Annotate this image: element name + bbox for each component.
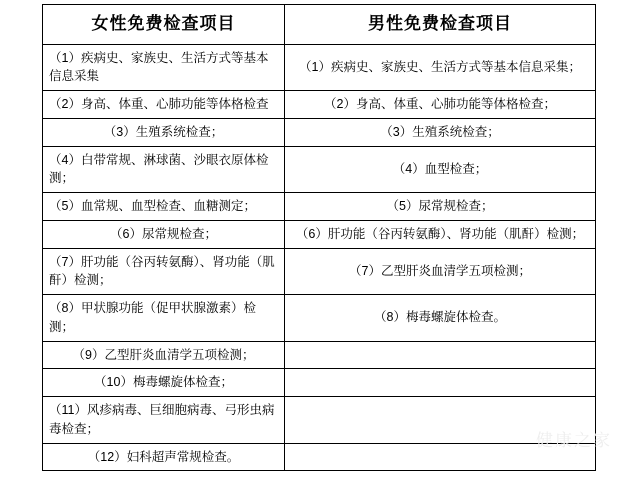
- male-item-3: （3）生殖系统检查；: [285, 118, 596, 146]
- male-item-8: （8）梅毒螺旋体检查。: [285, 295, 596, 342]
- male-item-4: （4）血型检查；: [285, 146, 596, 193]
- table-row: [43, 248, 596, 295]
- table-body: [43, 44, 596, 471]
- table-row: [43, 91, 596, 119]
- female-item-4: （4）白带常规、淋球菌、沙眼衣原体检测；: [43, 146, 285, 193]
- table-header-row: [43, 5, 596, 45]
- table-row: [43, 220, 596, 248]
- table-row: [43, 44, 596, 91]
- table-row: [43, 397, 596, 444]
- female-item-1: （1）疾病史、家族史、生活方式等基本信息采集: [43, 44, 285, 91]
- female-item-11: （11）风疹病毒、巨细胞病毒、弓形虫病毒检查；: [43, 397, 285, 444]
- male-item-blank: [285, 341, 596, 369]
- table-row: [43, 295, 596, 342]
- female-item-3: （3）生殖系统检查；: [43, 118, 285, 146]
- table-row: [43, 369, 596, 397]
- male-item-blank: [285, 369, 596, 397]
- exam-items-table-wrapper: [42, 4, 595, 471]
- female-item-12: （12）妇科超声常规检查。: [43, 443, 285, 471]
- female-item-8: （8）甲状腺功能（促甲状腺激素）检测；: [43, 295, 285, 342]
- male-item-2: （2）身高、体重、心肺功能等体格检查；: [285, 91, 596, 119]
- watermark-text: 健康之家: [536, 431, 612, 450]
- table-row: [43, 146, 596, 193]
- table-row: [43, 443, 596, 471]
- exam-items-table: [42, 4, 596, 471]
- column-header-female: 女性免费检查项目: [43, 5, 285, 45]
- female-item-9: （9）乙型肝炎血清学五项检测；: [43, 341, 285, 369]
- female-item-6: （6）尿常规检查；: [43, 220, 285, 248]
- male-item-1: （1）疾病史、家族史、生活方式等基本信息采集；: [285, 44, 596, 91]
- male-item-7: （7）乙型肝炎血清学五项检测；: [285, 248, 596, 295]
- column-header-male: 男性免费检查项目: [285, 5, 596, 45]
- table-row: [43, 118, 596, 146]
- table-row: [43, 193, 596, 221]
- table-row: [43, 341, 596, 369]
- female-item-5: （5）血常规、血型检查、血糖测定；: [43, 193, 285, 221]
- male-item-6: （6）肝功能（谷丙转氨酶）、肾功能（肌酐）检测；: [285, 220, 596, 248]
- female-item-10: （10）梅毒螺旋体检查；: [43, 369, 285, 397]
- table-header: [43, 5, 596, 45]
- female-item-2: （2）身高、体重、心肺功能等体格检查: [43, 91, 285, 119]
- male-item-5: （5）尿常规检查；: [285, 193, 596, 221]
- female-item-7: （7）肝功能（谷丙转氨酶）、肾功能（肌酐）检测；: [43, 248, 285, 295]
